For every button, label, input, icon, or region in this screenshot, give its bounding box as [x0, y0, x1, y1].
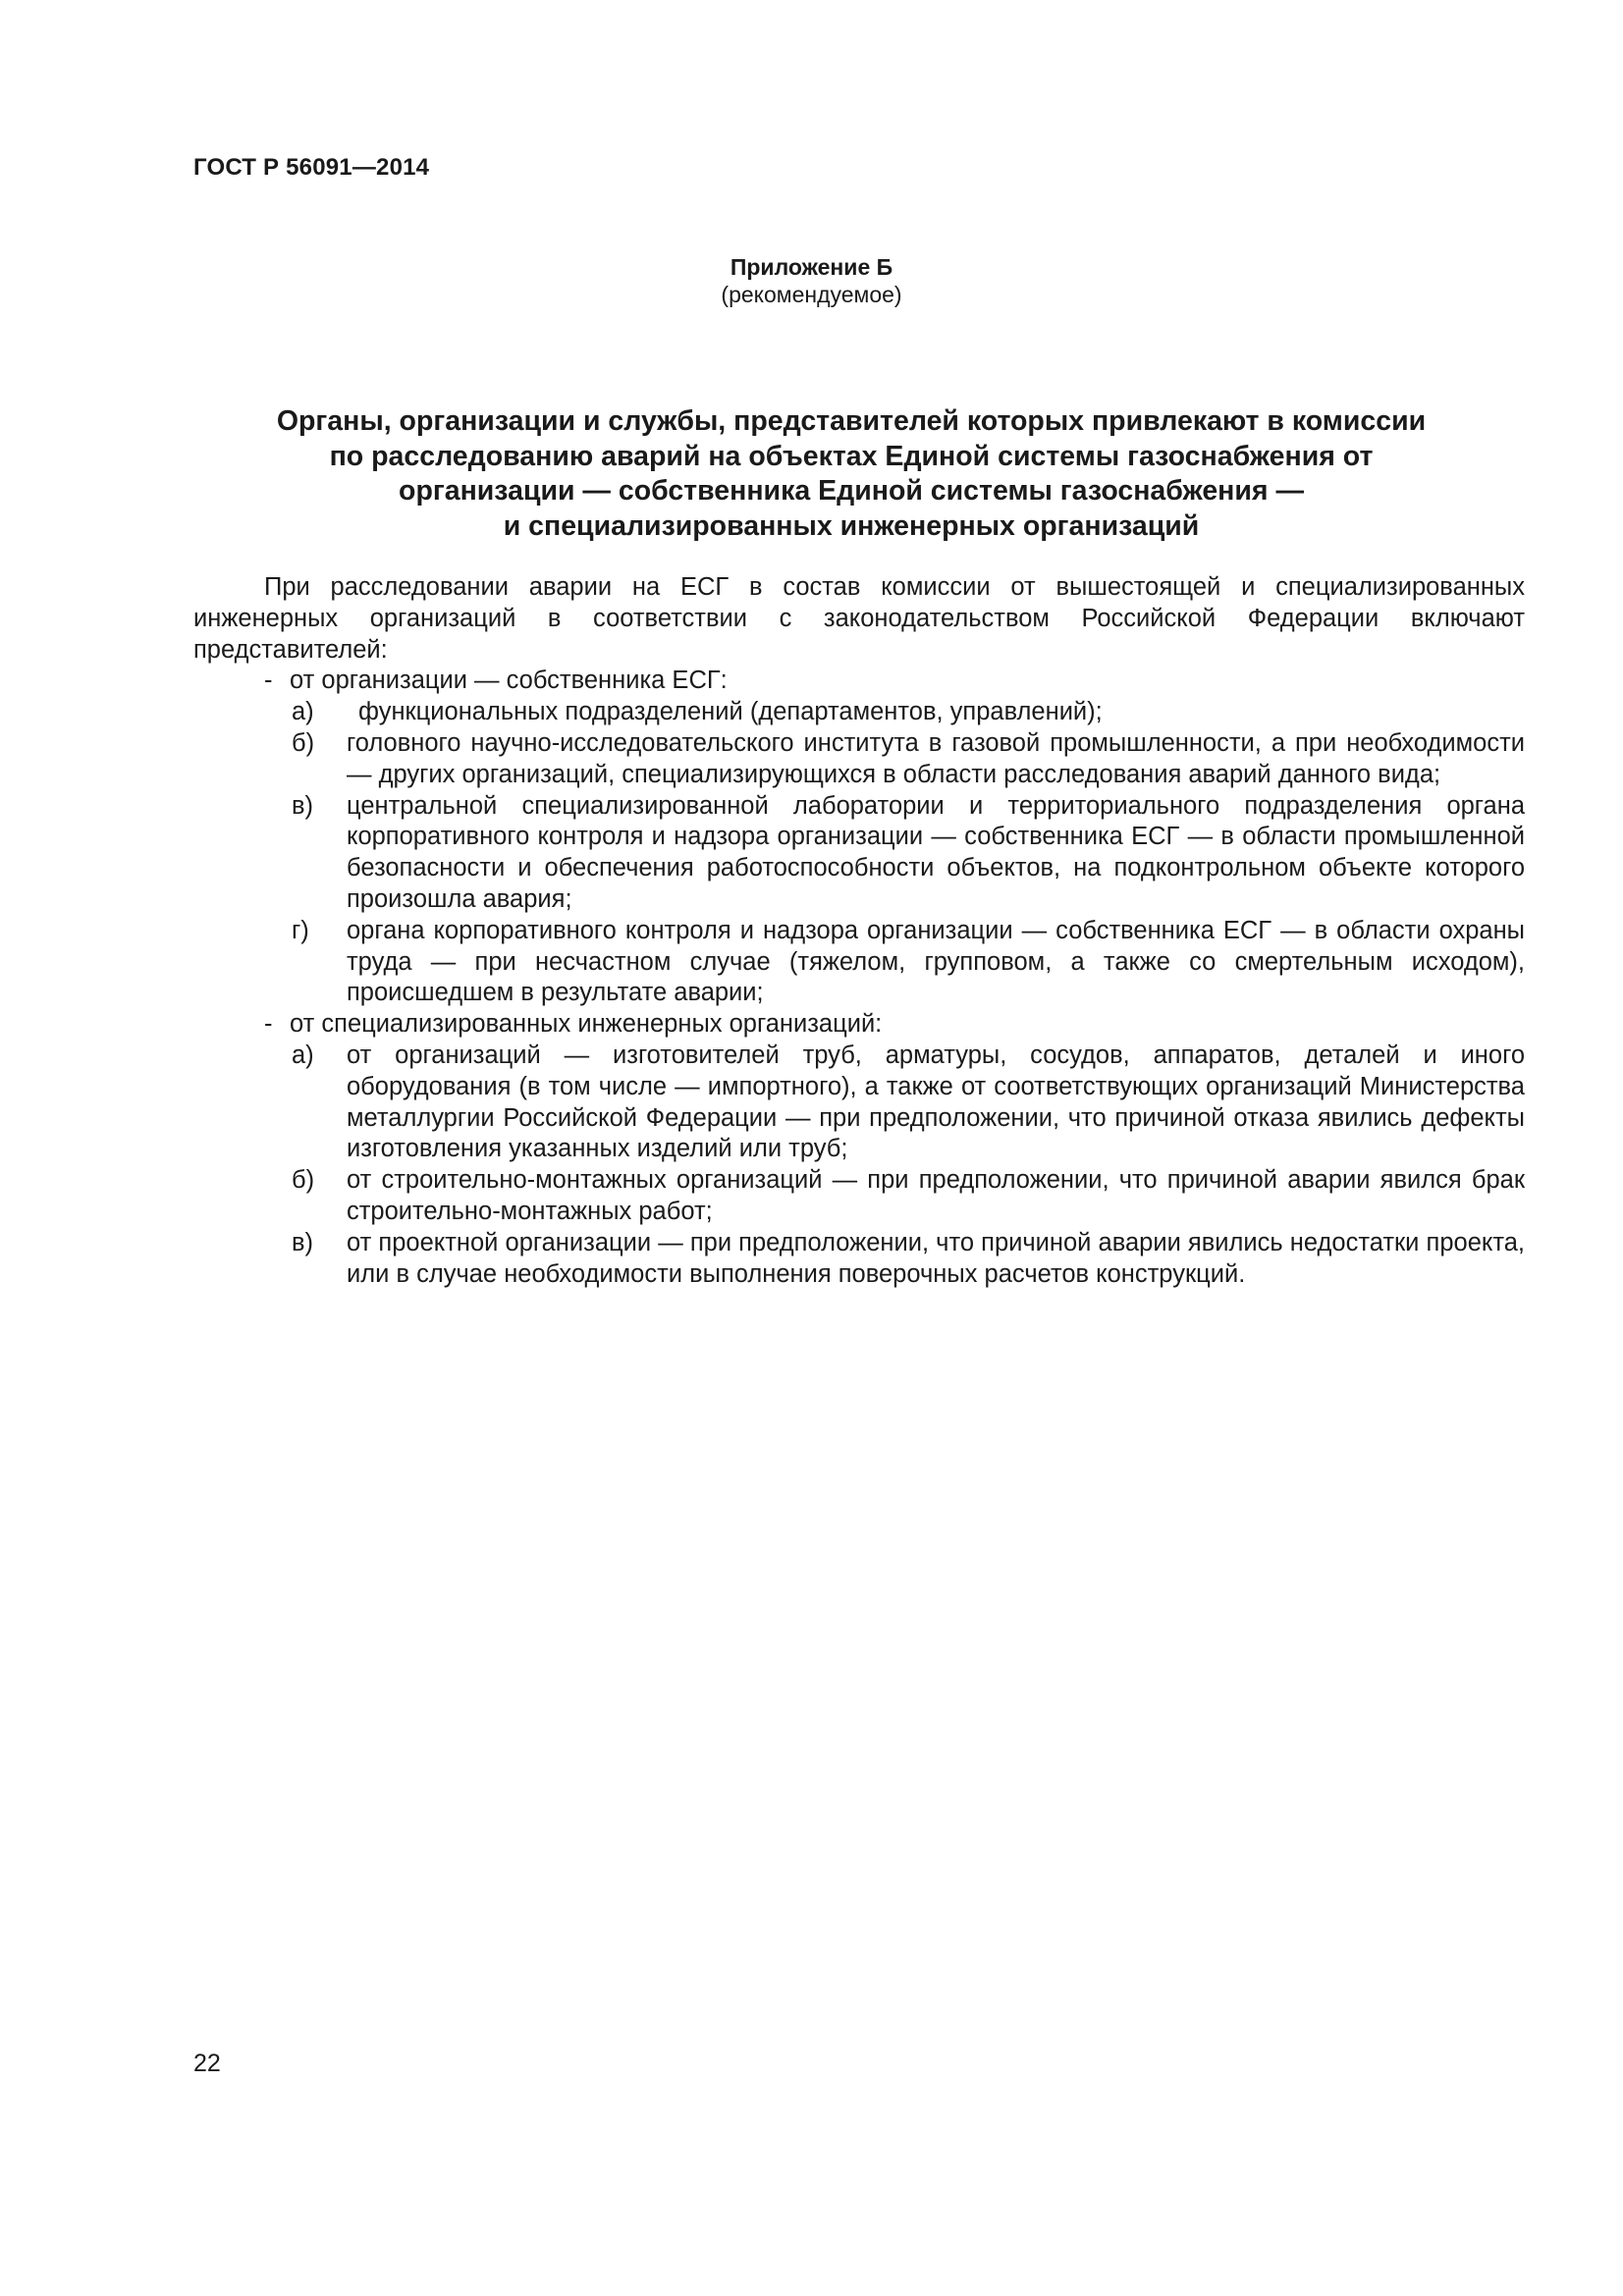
- section-title-line: Органы, организации и службы, представителей которых привлекают в комиссии: [276, 405, 1427, 437]
- list-group-engineering: [193, 1009, 1525, 1290]
- document-standard-id: ГОСТ Р 56091—2014: [193, 154, 430, 181]
- list-group-owner: [193, 666, 1525, 1009]
- page-number: 22: [193, 2050, 221, 2077]
- list-item-marker: б): [292, 728, 315, 757]
- list-item-marker: в): [292, 791, 314, 820]
- section-title: [193, 404, 1509, 544]
- section-title-line: по расследованию аварий на объектах Единой системы газоснабжения от: [329, 440, 1374, 472]
- section-title-line: организации — собственника Единой системы газоснабжения —: [399, 475, 1304, 507]
- list-item-text: органа корпоративного контроля и надзора организации — собственника ЕСГ — в области охраны труда — при несчастном случае (тяжелом, групповом, а также со смертельным исходом), происшедшем в результате аварии;: [347, 916, 1525, 1007]
- list-item-marker: в): [292, 1228, 314, 1256]
- intro-paragraph: При расследовании аварии на ЕСГ в состав комиссии от вышестоящей и специализированных инженерных организаций в соответствии с законодательством Российской Федерации включают представителей:: [193, 573, 1525, 664]
- list-item: [193, 1165, 1525, 1228]
- list-item: [193, 1228, 1525, 1291]
- list-item-text: от строительно-монтажных организаций — при предположении, что причиной аварии явился брак строительно-монтажных работ;: [347, 1166, 1525, 1225]
- list-item: [193, 728, 1525, 791]
- body-text: [193, 572, 1525, 1290]
- dash-marker: -: [264, 667, 273, 695]
- list-item-marker: а): [292, 698, 314, 726]
- list-item-text: от организаций — изготовителей труб, арматуры, сосудов, аппаратов, деталей и иного оборудования (в том числе — импортного), а также от соответствующих организаций Министерства металлургии Российской Федерации — при предположении, что причиной отказа явились дефекты изготовления указанных изделий или труб;: [347, 1041, 1525, 1163]
- list-item: [193, 791, 1525, 916]
- list-item-text: функциональных подразделений (департаментов, управлений);: [358, 698, 1103, 726]
- list-item-text: от проектной организации — при предположении, что причиной аварии явились недостатки проекта, или в случае необходимости выполнения поверочных расчетов конструкций.: [347, 1228, 1525, 1288]
- list-item-marker: б): [292, 1166, 315, 1195]
- list-item: [193, 916, 1525, 1009]
- list-item-text: центральной специализированной лаборатории и территориального подразделения органа корпоративного контроля и надзора организации — собственника ЕСГ — в области промышленной безопасности и обеспечения работоспособности объектов, на подконтрольном объекте которого произошла авария;: [347, 791, 1525, 913]
- dash-marker: -: [264, 1010, 273, 1039]
- appendix-title: Приложение Б: [730, 254, 893, 280]
- appendix-status: (рекомендуемое): [721, 282, 902, 307]
- list-item: [193, 697, 1525, 728]
- list-group-heading: [193, 1009, 1525, 1041]
- list-group-heading: [193, 666, 1525, 697]
- list-item-text: головного научно-исследовательского института в газовой промышленности, а при необходимости — других организаций, специализирующихся в области расследования аварий данного вида;: [347, 728, 1525, 788]
- list-group-heading-text: от специализированных инженерных организаций:: [290, 1010, 883, 1039]
- list-item-marker: г): [292, 916, 309, 944]
- list-item: [193, 1041, 1525, 1165]
- section-title-line: и специализированных инженерных организаций: [503, 509, 1200, 542]
- list-group-heading-text: от организации — собственника ЕСГ:: [290, 667, 728, 695]
- list-item-marker: а): [292, 1041, 314, 1069]
